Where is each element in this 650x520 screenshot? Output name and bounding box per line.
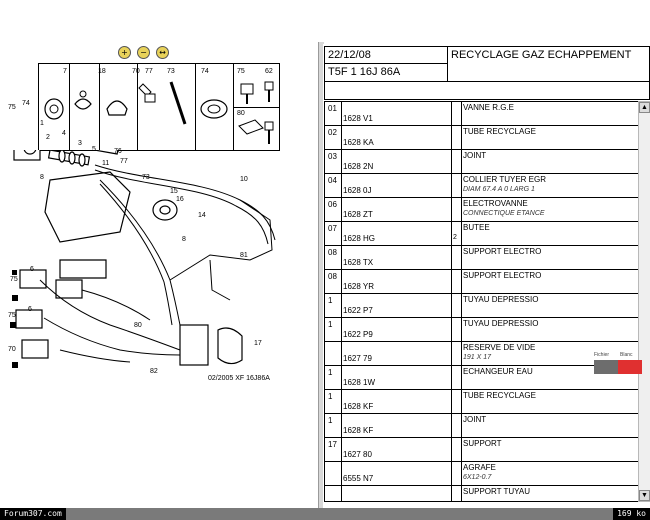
part-index: 06: [328, 200, 337, 209]
row-index-cell: [325, 174, 342, 197]
row-index-cell: [325, 102, 342, 125]
ref-cell: [341, 366, 452, 389]
desc-cell: [461, 462, 639, 485]
callout-label: 73: [142, 174, 150, 181]
callout-label: 10: [240, 176, 248, 183]
part-note: 6X12-0.7: [463, 474, 492, 481]
part-index: 02: [328, 128, 337, 137]
ref-number: 73: [167, 68, 175, 75]
part-index: 03: [328, 152, 337, 161]
part-reference: 1622 P9: [343, 330, 373, 339]
ref-number: 74: [201, 68, 209, 75]
ref-cell: [341, 318, 452, 341]
ref-cell: [341, 222, 452, 245]
callout-label: 6: [28, 306, 32, 313]
part-index: 1: [328, 392, 333, 401]
desc-cell: [461, 222, 639, 245]
part-qty: 2: [453, 234, 457, 241]
part-description: VANNE R.G.E: [463, 103, 514, 112]
part-reference: 1628 YR: [343, 282, 374, 291]
part-description: ECHANGEUR EAU: [463, 367, 533, 376]
row-index-cell: [325, 414, 342, 437]
part-reference: 1628 2N: [343, 162, 374, 171]
row-index-cell: [325, 486, 342, 502]
ref-cell: [341, 438, 452, 461]
part-reference: 1627 80: [343, 450, 372, 459]
row-index-cell: [325, 198, 342, 221]
part-reference: 6555 N7: [343, 474, 374, 483]
callout-label: 70: [8, 346, 16, 353]
file-legend: [594, 352, 642, 374]
parts-row[interactable]: [325, 174, 639, 198]
desc-cell: [461, 102, 639, 125]
part-index: 08: [328, 248, 337, 257]
part-reference: 1628 V1: [343, 114, 373, 123]
fichier-label: Fichier: [594, 352, 610, 358]
zoom-toolbar: [118, 46, 169, 58]
fichier-swatch[interactable]: [594, 360, 618, 374]
ref-cell: [341, 390, 452, 413]
part-reference: 1628 HG: [343, 234, 376, 243]
row-index-cell: [325, 318, 342, 341]
callout-label: 75: [8, 104, 16, 111]
part-index: 1: [328, 296, 333, 305]
desc-cell: [461, 318, 639, 341]
ref-cell: [341, 174, 452, 197]
part-note: 191 X 17: [463, 354, 492, 361]
site-name: Forum307.com: [0, 508, 66, 520]
callout-label: 3: [78, 140, 82, 147]
callout-label: 81: [240, 252, 248, 259]
diagram-reference: 02/2005 XF 16J86A: [208, 375, 270, 382]
desc-cell: [461, 174, 639, 197]
egr-assembly-drawing: [0, 150, 318, 375]
callout-label: 74: [22, 100, 30, 107]
desc-cell: [461, 390, 639, 413]
ref-cell: [341, 150, 452, 173]
part-index: 1: [328, 368, 333, 377]
parts-row[interactable]: [325, 222, 639, 246]
callout-label: 76: [114, 148, 122, 155]
part-index: 1: [328, 320, 333, 329]
row-index-cell: [325, 342, 342, 365]
ref-number: 18: [98, 68, 106, 75]
parts-scrollbar[interactable]: [638, 101, 650, 502]
callout-label: 82: [150, 368, 158, 375]
row-index-cell: [325, 270, 342, 293]
header-spacer: [324, 80, 650, 100]
ref-cell: [341, 270, 452, 293]
desc-cell: [461, 438, 639, 461]
row-index-cell: [325, 126, 342, 149]
scroll-up-icon[interactable]: ▲: [639, 102, 650, 113]
callout-label: 16: [176, 196, 184, 203]
ref-cell: [341, 126, 452, 149]
parts-row[interactable]: [325, 198, 639, 222]
desc-cell: [461, 486, 639, 502]
parts-row[interactable]: [325, 102, 639, 126]
ref-number: 62: [265, 68, 273, 75]
exploded-diagram: [0, 0, 318, 508]
part-description: TUYAU DEPRESSIO: [463, 295, 539, 304]
blanc-swatch[interactable]: [618, 360, 642, 374]
part-reference: 1628 0J: [343, 186, 372, 195]
row-index-cell: [325, 462, 342, 485]
part-description: ELECTROVANNE: [463, 199, 528, 208]
part-description: AGRAFE: [463, 463, 496, 472]
part-reference: 1627 79: [343, 354, 372, 363]
part-description: SUPPORT: [463, 439, 502, 448]
ref-cell: [341, 246, 452, 269]
desc-cell: [461, 294, 639, 317]
callout-label: 14: [198, 212, 206, 219]
callout-label: 17: [254, 340, 262, 347]
callout-label: 75: [10, 276, 18, 283]
parts-row[interactable]: [325, 342, 639, 366]
callout-label: 1: [40, 120, 44, 127]
part-description: SUPPORT TUYAU: [463, 487, 530, 496]
part-index: 08: [328, 272, 337, 281]
part-index: 04: [328, 176, 337, 185]
desc-cell: [461, 246, 639, 269]
part-description: JOINT: [463, 415, 487, 424]
ref-cell: [341, 294, 452, 317]
desc-cell: [461, 198, 639, 221]
parts-row[interactable]: [325, 318, 639, 342]
callout-label: 2: [46, 134, 50, 141]
part-index: 17: [328, 440, 337, 449]
callout-label: 4: [62, 130, 66, 137]
parts-row[interactable]: [325, 126, 639, 150]
parts-row[interactable]: [325, 438, 639, 462]
vehicle-model: T5F 1 16J 86A: [328, 66, 401, 78]
parts-row[interactable]: [325, 270, 639, 294]
desc-cell: [461, 126, 639, 149]
ref-number: 75: [237, 68, 245, 75]
reference-parts-box: [38, 63, 280, 151]
part-reference: 1628 ZT: [343, 210, 373, 219]
part-description: TUBE RECYCLAGE: [463, 127, 536, 136]
part-index: 1: [328, 416, 333, 425]
part-note: DIAM 67.4 A 0 LARG 1: [463, 186, 535, 193]
parts-list: [324, 101, 640, 502]
parts-row[interactable]: [325, 294, 639, 318]
part-description: JOINT: [463, 151, 487, 160]
part-index: 01: [328, 104, 337, 113]
parts-row[interactable]: [325, 366, 639, 390]
part-description: BUTEE: [463, 223, 490, 232]
ref-cell: [341, 486, 452, 502]
part-reference: 1628 1W: [343, 378, 376, 387]
row-index-cell: [325, 390, 342, 413]
part-note: CONNECTIQUE ETANCE: [463, 210, 545, 217]
callout-label: 77: [120, 158, 128, 165]
parts-row[interactable]: [325, 414, 639, 438]
scroll-down-icon[interactable]: ▼: [639, 490, 650, 501]
part-index: 07: [328, 224, 337, 233]
section-title: RECYCLAGE GAZ ECHAPPEMENT: [451, 49, 632, 61]
callout-label: 5: [92, 146, 96, 153]
ref-cell: [341, 342, 452, 365]
callout-label: 80: [134, 322, 142, 329]
part-reference: 1628 KF: [343, 402, 374, 411]
status-bar: [0, 508, 650, 520]
zoom-in-icon[interactable]: +: [118, 46, 131, 59]
part-description: SUPPORT ELECTRO: [463, 247, 542, 256]
parts-row[interactable]: [325, 246, 639, 270]
ref-cell: [341, 102, 452, 125]
ref-cell: [341, 462, 452, 485]
desc-cell: [461, 414, 639, 437]
ref-number: 7: [63, 68, 67, 75]
callout-label: 8: [40, 174, 44, 181]
part-reference: 1628 TX: [343, 258, 374, 267]
part-description: SUPPORT ELECTRO: [463, 271, 542, 280]
row-index-cell: [325, 366, 342, 389]
callout-label: 6: [30, 266, 34, 273]
ref-number: 80: [237, 110, 245, 117]
callout-label: 11: [102, 160, 110, 167]
ref-cell: [341, 198, 452, 221]
zoom-fit-icon[interactable]: ↔: [156, 46, 169, 59]
reference-parts-pictograms: [39, 64, 279, 150]
zoom-out-icon[interactable]: −: [137, 46, 150, 59]
row-index-cell: [325, 150, 342, 173]
blanc-label: Blanc: [620, 352, 633, 358]
part-description: TUYAU DEPRESSIO: [463, 319, 539, 328]
file-size: 169 ko: [613, 508, 650, 520]
row-index-cell: [325, 438, 342, 461]
parts-row[interactable]: [325, 462, 639, 486]
callout-label: 8: [182, 236, 186, 243]
part-reference: 1622 P7: [343, 306, 373, 315]
catalog-date: 22/12/08: [328, 49, 371, 61]
ref-number: 77: [145, 68, 153, 75]
part-reference: 1628 KA: [343, 138, 374, 147]
callout-label: 75: [8, 312, 16, 319]
row-index-cell: [325, 246, 342, 269]
row-index-cell: [325, 222, 342, 245]
callout-label: 15: [170, 188, 178, 195]
parts-header: [324, 46, 650, 82]
row-index-cell: [325, 294, 342, 317]
desc-cell: [461, 270, 639, 293]
parts-row[interactable]: [325, 390, 639, 414]
ref-cell: [341, 414, 452, 437]
parts-row[interactable]: [325, 486, 639, 502]
part-description: RESERVE DE VIDE: [463, 343, 536, 352]
parts-row[interactable]: [325, 150, 639, 174]
ref-number: 70: [132, 68, 140, 75]
part-description: TUBE RECYCLAGE: [463, 391, 536, 400]
part-description: COLLIER TUYER EGR: [463, 175, 546, 184]
part-reference: 1628 KF: [343, 426, 374, 435]
desc-cell: [461, 150, 639, 173]
